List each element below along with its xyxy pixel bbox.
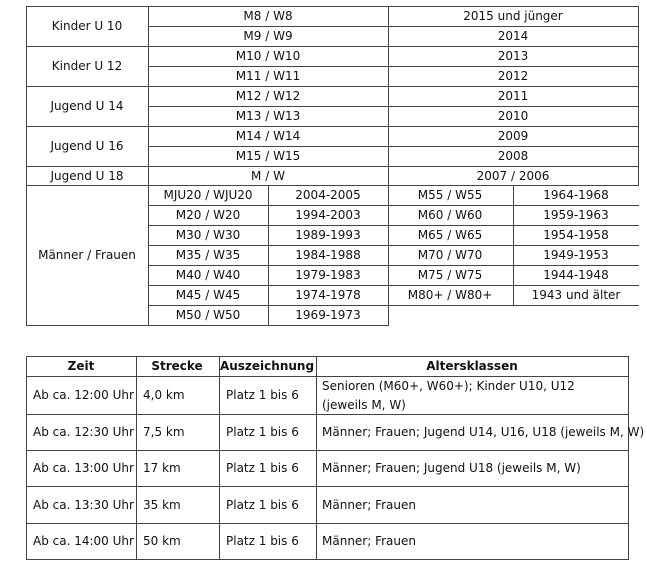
header-auszeichnung: Auszeichnung [219, 359, 315, 373]
cell-auszeichnung: Platz 1 bis 6 [226, 425, 299, 439]
cell-altersklassen: Männer; Frauen; Jugend U14, U16, U18 (jeweils M, W) [322, 425, 645, 439]
cell-strecke: 17 km [143, 461, 181, 475]
cell-auszeichnung: Platz 1 bis 6 [226, 534, 299, 548]
cell-auszeichnung: Platz 1 bis 6 [226, 461, 299, 475]
year-cell: 2007 / 2006 [476, 169, 550, 183]
header-zeit: Zeit [67, 359, 95, 373]
cell-auszeichnung: Platz 1 bis 6 [226, 498, 299, 512]
year-cell: 1974-1978 [295, 288, 361, 302]
group-label-jugend-u14: Jugend U 14 [50, 99, 124, 113]
header-strecke: Strecke [151, 359, 203, 373]
cell-altersklassen: Senioren (M60+, W60+); Kinder U10, U12 (jeweils M, W) [322, 379, 575, 412]
class-cell: M50 / W50 [175, 308, 241, 322]
class-cell: M55 / W55 [417, 188, 483, 202]
cell-altersklassen: Männer; Frauen [322, 534, 417, 548]
cell-zeit: Ab ca. 13:30 Uhr [33, 498, 134, 512]
header-altersklassen: Altersklassen [426, 359, 518, 373]
class-cell: M80+ / W80+ [407, 288, 493, 302]
year-cell: 2013 [497, 49, 529, 63]
class-cell: M60 / W60 [417, 208, 483, 222]
cell-altersklassen: Männer; Frauen; Jugend U18 (jeweils M, W) [322, 461, 581, 475]
group-label-jugend-u16: Jugend U 16 [50, 139, 124, 153]
year-cell: 2012 [497, 69, 529, 83]
class-cell: M35 / W35 [175, 248, 241, 262]
cell-zeit: Ab ca. 13:00 Uhr [33, 461, 134, 475]
group-label-adults: Männer / Frauen [38, 248, 136, 262]
class-cell: M40 / W40 [175, 268, 241, 282]
year-cell: 2010 [497, 109, 529, 123]
class-cell: M9 / W9 [243, 29, 293, 43]
year-cell: 1979-1983 [295, 268, 361, 282]
year-cell: 2011 [497, 89, 529, 103]
class-cell: M / W [251, 169, 285, 183]
class-cell: MJU20 / WJU20 [163, 188, 253, 202]
group-label-jugend-u18: Jugend U 18 [50, 169, 124, 183]
class-cell: M70 / W70 [417, 248, 483, 262]
class-cell: M45 / W45 [175, 288, 241, 302]
class-cell: M10 / W10 [235, 49, 301, 63]
cell-altersklassen: Männer; Frauen [322, 498, 417, 512]
year-cell: 1959-1963 [543, 208, 609, 222]
class-cell: M13 / W13 [235, 109, 301, 123]
class-cell: M15 / W15 [235, 149, 301, 163]
year-cell: 1994-2003 [295, 208, 361, 222]
year-cell: 1943 und älter [531, 288, 621, 302]
year-cell: 1964-1968 [543, 188, 609, 202]
year-cell: 1969-1973 [295, 308, 361, 322]
cell-zeit: Ab ca. 12:30 Uhr [33, 425, 134, 439]
class-cell: M8 / W8 [243, 9, 293, 23]
year-cell: 1989-1993 [295, 228, 361, 242]
year-cell: 2014 [497, 29, 529, 43]
cell-strecke: 4,0 km [143, 388, 185, 402]
year-cell: 1954-1958 [543, 228, 609, 242]
year-cell: 2015 und jünger [463, 9, 563, 23]
class-cell: M14 / W14 [235, 129, 301, 143]
year-cell: 1984-1988 [295, 248, 361, 262]
class-cell: M65 / W65 [417, 228, 483, 242]
year-cell: 1949-1953 [543, 248, 609, 262]
year-cell: 2008 [497, 149, 529, 163]
year-cell: 1944-1948 [543, 268, 609, 282]
cell-strecke: 35 km [143, 498, 181, 512]
class-cell: M75 / W75 [417, 268, 483, 282]
class-cell: M12 / W12 [235, 89, 301, 103]
class-cell: M11 / W11 [235, 69, 301, 83]
cell-auszeichnung: Platz 1 bis 6 [226, 388, 299, 402]
year-cell: 2004-2005 [295, 188, 361, 202]
cell-zeit: Ab ca. 12:00 Uhr [33, 388, 134, 402]
group-label-kinder-u10: Kinder U 10 [51, 19, 123, 33]
cell-zeit: Ab ca. 14:00 Uhr [33, 534, 134, 548]
group-label-kinder-u12: Kinder U 12 [51, 59, 123, 73]
class-cell: M30 / W30 [175, 228, 241, 242]
cell-strecke: 50 km [143, 534, 181, 548]
cell-strecke: 7,5 km [143, 425, 185, 439]
class-cell: M20 / W20 [175, 208, 241, 222]
year-cell: 2009 [497, 129, 529, 143]
